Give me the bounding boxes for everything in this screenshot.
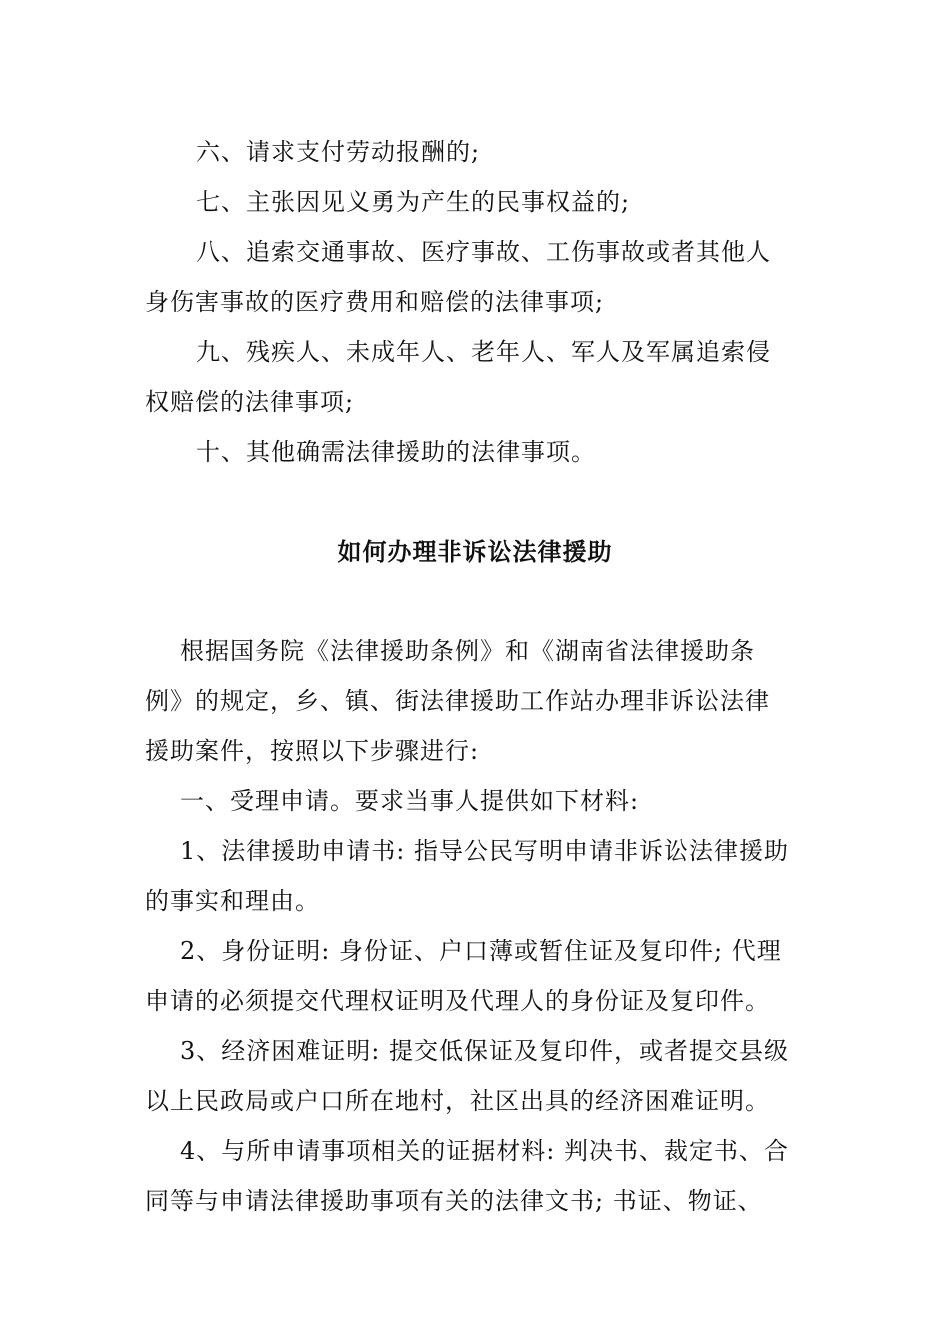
list-item-9-line-1: 九、残疾人、未成年人、老年人、军人及军属追索侵 xyxy=(196,338,771,366)
list-item-10: 十、其他确需法律援助的法律事项。 xyxy=(196,438,596,466)
list-item-8-line-2: 身伤害事故的医疗费用和赔偿的法律事项; xyxy=(145,288,605,316)
list-item-9-line-2: 权赔偿的法律事项; xyxy=(145,388,355,416)
material-3-line-1: 3、经济困难证明: 提交低保证及复印件，或者提交县级 xyxy=(180,1037,789,1065)
material-2-line-1: 2、身份证明: 身份证、户口薄或暂住证及复印件; 代理 xyxy=(180,937,782,965)
material-3-line-2: 以上民政局或户口所在地村，社区出具的经济困难证明。 xyxy=(145,1087,770,1115)
material-1-line-1: 1、法律援助申请书: 指导公民写明申请非诉讼法律援助 xyxy=(180,837,789,865)
list-item-6: 六、请求支付劳动报酬的; xyxy=(196,138,481,166)
section-heading: 如何办理非诉讼法律援助 xyxy=(337,537,613,566)
list-item-8-line-1: 八、追索交通事故、医疗事故、工伤事故或者其他人 xyxy=(196,238,771,266)
list-item-7: 七、主张因见义勇为产生的民事权益的; xyxy=(196,188,631,216)
intro-line-2: 例》的规定，乡、镇、街法律援助工作站办理非诉讼法律 xyxy=(145,687,770,715)
intro-line-3: 援助案件，按照以下步骤进行: xyxy=(145,737,480,765)
material-4-line-1: 4、与所申请事项相关的证据材料: 判决书、裁定书、合 xyxy=(180,1137,789,1165)
material-1-line-2: 的事实和理由。 xyxy=(145,887,320,915)
step-1: 一、受理申请。要求当事人提供如下材料: xyxy=(180,787,640,815)
material-4-line-2: 同等与申请法律援助事项有关的法律文书; 书证、物证、 xyxy=(145,1187,763,1215)
intro-line-1: 根据国务院《法律援助条例》和《湖南省法律援助条 xyxy=(180,637,755,665)
material-2-line-2: 申请的必须提交代理权证明及代理人的身份证及复印件。 xyxy=(145,987,770,1015)
